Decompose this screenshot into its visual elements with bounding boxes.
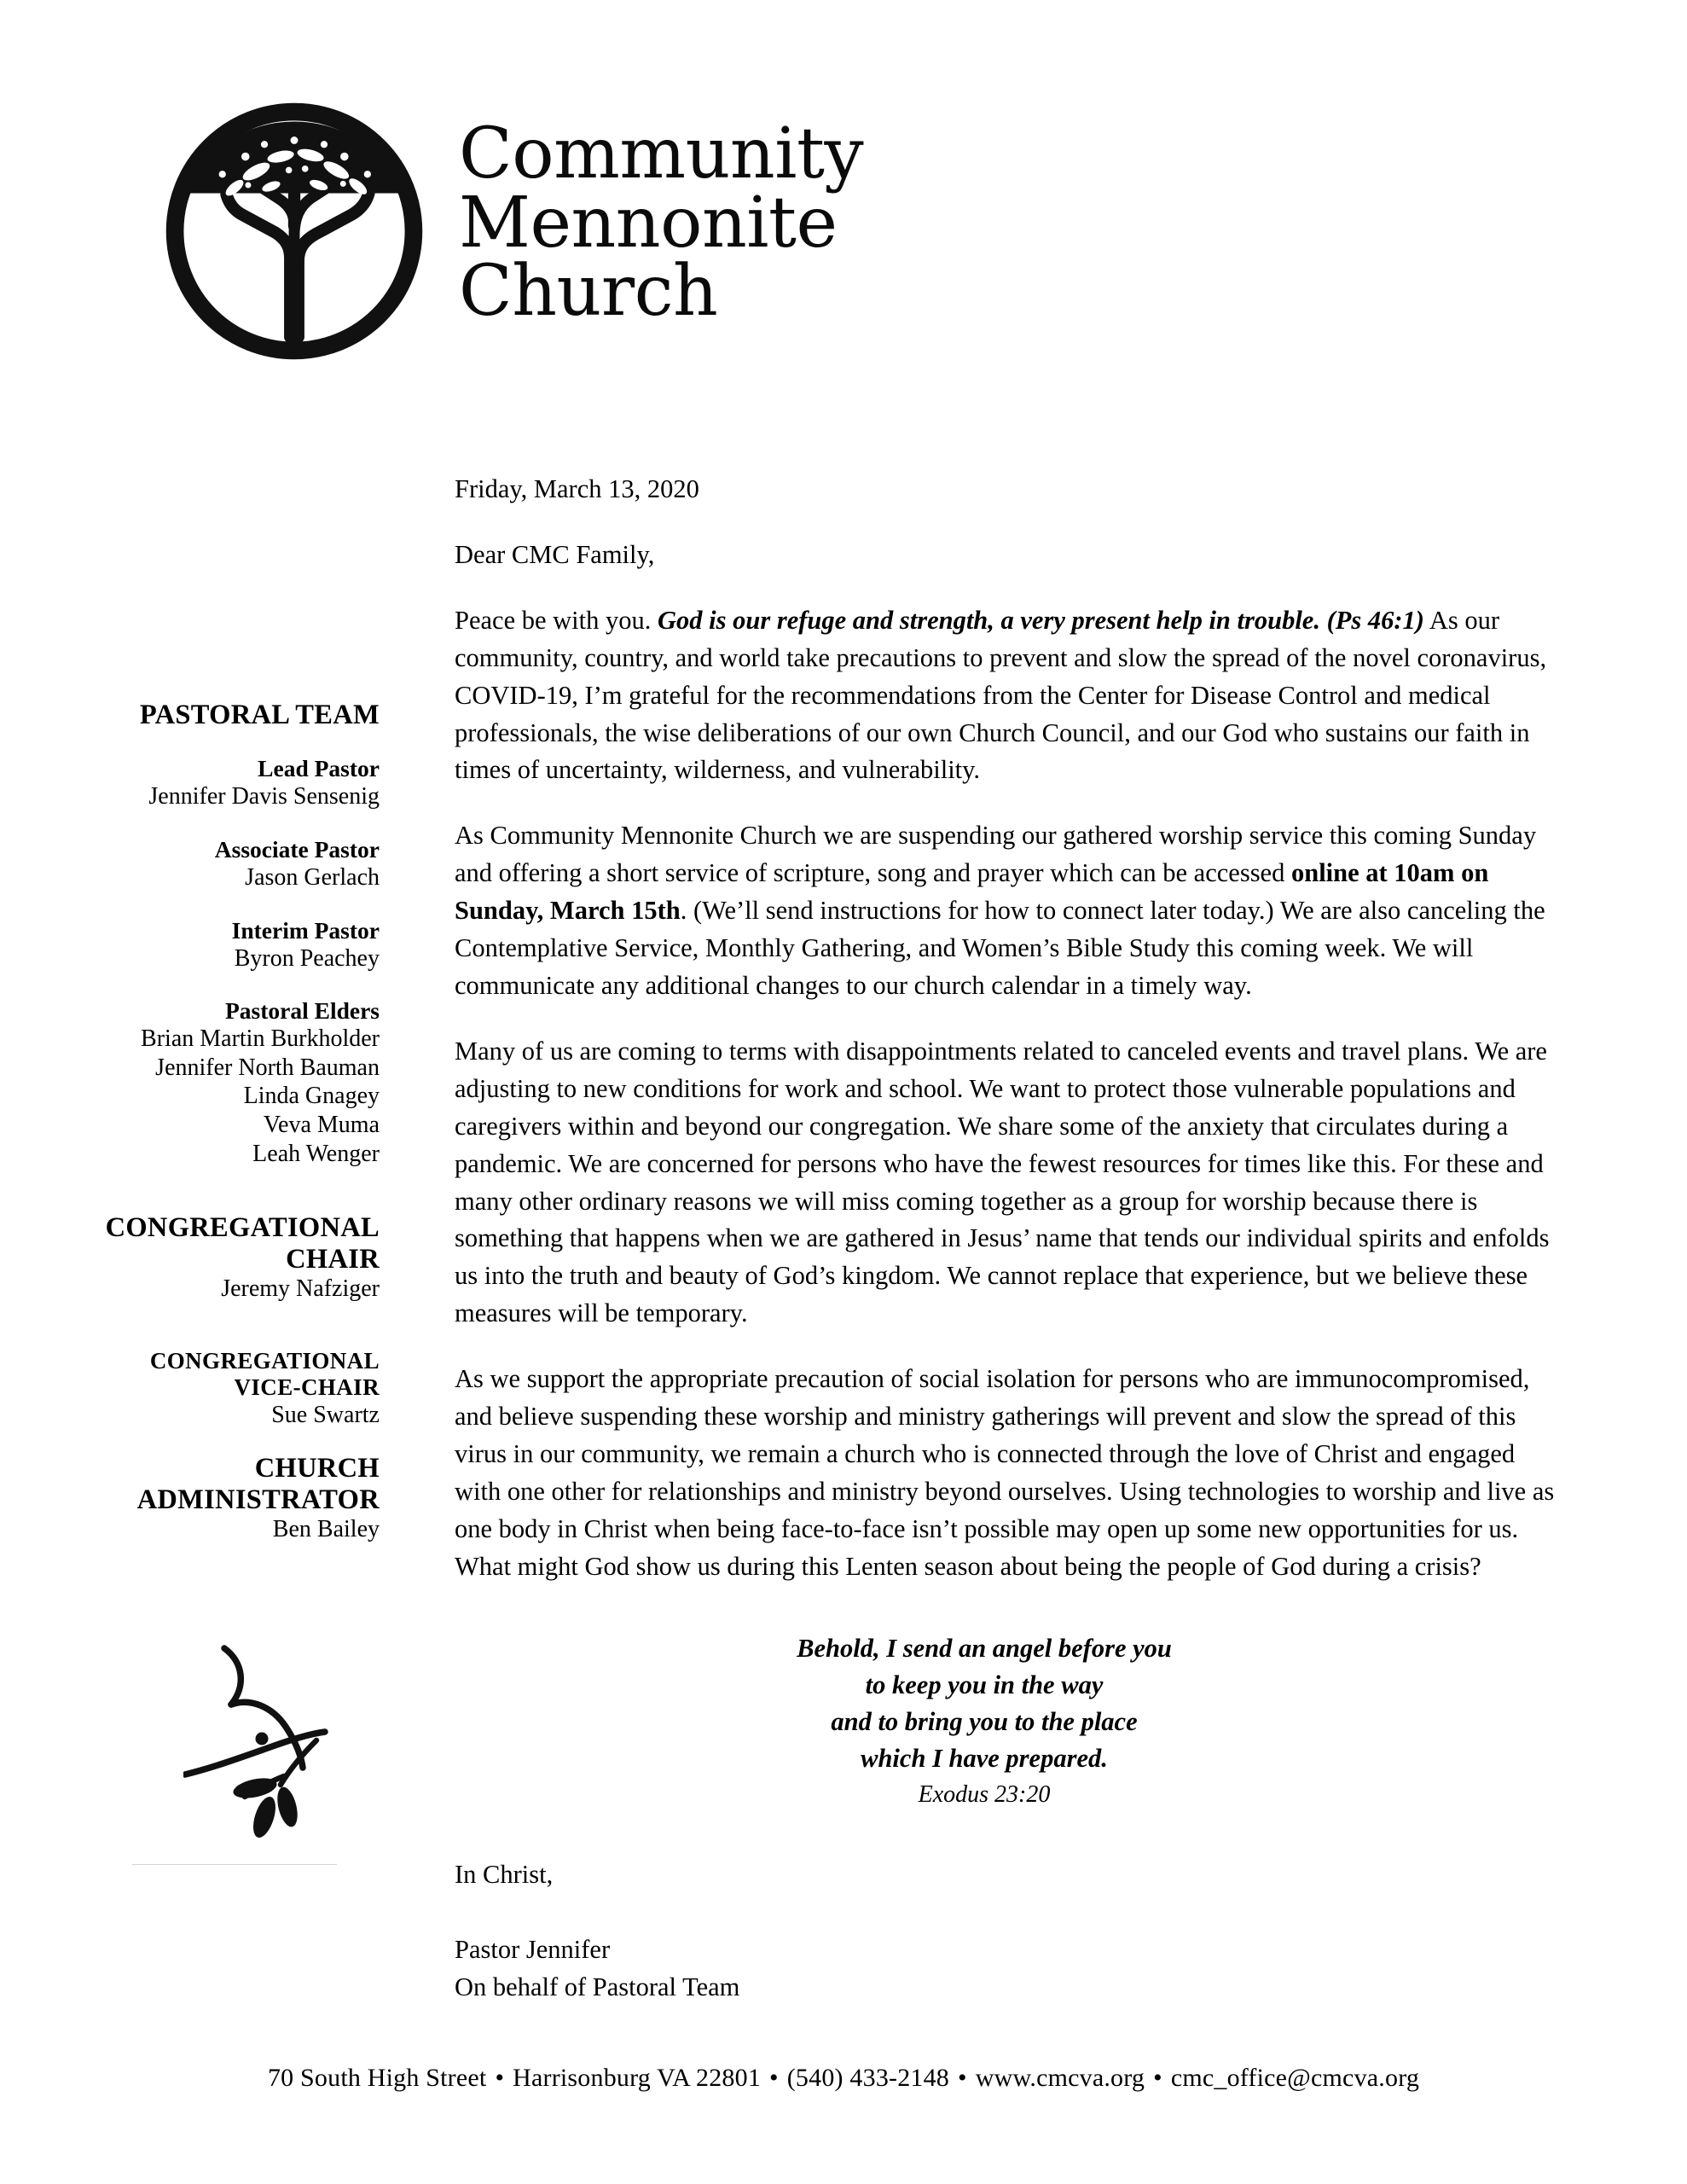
congregational-vice-chair-heading-line1: CONGREGATIONAL xyxy=(149,1347,380,1374)
role-person-name: Brian Martin Burkholder xyxy=(141,1025,380,1053)
letter-paragraph-3: Many of us are coming to terms with disappointments related to canceled events and travel plans. We are adjusting to new conditions for work and school. We want to protect those vulnerable populations and caregivers within and beyond our congregation. We share some of the anxiety that circulates during a pandemic. We are concerned for persons who have the fewest resources for times like this. For these and many other ordinary reasons we will miss coming together as a group for worship because there is something that happens when we are gathered in Jesus’ name that tends our individual spirits and enfolds us into the truth and beauty of God’s kingdom. We cannot replace that experience, but we believe these measures will be temporary. xyxy=(455,1036,1550,1328)
scripture-reference: Exodus 23:20 xyxy=(918,1780,1051,1808)
role-person-name: Jennifer Davis Sensenig xyxy=(148,783,380,810)
letter-paragraph-1 xyxy=(455,602,1565,790)
role-person-name: Jason Gerlach xyxy=(245,863,380,891)
role-person-name: Byron Peachey xyxy=(234,944,380,972)
psalm-quote: God is our refuge and strength, a very present help in trouble. (Ps 46:1) xyxy=(658,605,1424,635)
role-pastoral-elders xyxy=(81,996,380,1168)
letterhead xyxy=(159,96,863,367)
role-interim-pastor xyxy=(81,916,380,973)
dove-with-olive-branch-icon xyxy=(183,1612,388,1851)
church-administrator-section xyxy=(81,1453,380,1543)
letter-body xyxy=(455,471,1565,2007)
footer-contact-line xyxy=(0,2064,1687,2093)
paragraph-2-opening: As Community Mennonite Church we are suspending our gathered worship service this coming Sunday and offering a short service of scripture, song and prayer which can be accessed xyxy=(455,821,1537,888)
footer-separator-icon: • xyxy=(958,2064,967,2092)
letter-paragraph-4: As we support the appropriate precaution of social isolation for persons who are immunocompromised, and believe suspending these worship and ministry gatherings will prevent and slow the spread of this virus in our community, we remain a church who is connected through the love of Christ and engaged with one other for relationships and ministry beyond ourselves. Using technologies to worship and live as one body in Christ when being face-to-face isn’t possible may open up some new opportunities for us. What might God show us during this Lenten season about being the people of God during a crisis? xyxy=(455,1364,1555,1581)
footer-divider xyxy=(144,2044,1543,2045)
tree-in-circle-logo-icon xyxy=(159,96,430,367)
church-administrator-heading-line1: CHURCH xyxy=(254,1453,380,1484)
footer-separator-icon: • xyxy=(495,2064,505,2092)
footer-separator-icon: • xyxy=(1153,2064,1162,2092)
pastoral-team-section xyxy=(81,700,380,730)
wordmark-line-mennonite: Mennonite xyxy=(459,182,838,264)
closing-spacer xyxy=(455,1894,1565,1931)
paragraph-2-rest: . (We’ll send instructions for how to connect later today.) We are also canceling the Contemplative Service, Monthly Gathering, and Women’s Bible Study this coming week. We will communicate any additional changes to our church calendar in a timely way. xyxy=(455,896,1545,1000)
letter-salutation: Dear CMC Family, xyxy=(455,539,655,569)
scripture-quote-block xyxy=(455,1630,1565,1813)
scripture-line-1: Behold, I send an angel before you xyxy=(797,1633,1172,1663)
sidebar-divider xyxy=(132,1864,337,1865)
page-footer xyxy=(0,2044,1687,2093)
sidebar-spacer xyxy=(81,1327,380,1348)
paragraph-1-opening: Peace be with you. xyxy=(455,605,658,635)
congregational-vice-chair-section xyxy=(81,1348,380,1430)
letter-closing-block xyxy=(455,1856,1565,2007)
wordmark-line-community: Community xyxy=(459,113,864,195)
congregational-chair-section xyxy=(81,1212,380,1303)
scripture-line-4: which I have prepared. xyxy=(861,1744,1108,1774)
role-person-name: Veva Muma xyxy=(263,1111,380,1138)
letter-date: Friday, March 13, 2020 xyxy=(455,474,699,503)
footer-phone[interactable]: (540) 433-2148 xyxy=(786,2064,950,2092)
scripture-line-2: to keep you in the way xyxy=(865,1670,1104,1699)
closing-salutation: In Christ, xyxy=(455,1860,554,1890)
paragraph-1-rest: As our community, country, and world take precautions to prevent and slow the spread of the novel coronavirus, COVID-19, I’m grateful for the recommendations from the Center for Disease Control and medical professionals, the wise deliberations of our own Church Council, and our God who sustains our faith in times of uncertainty, wilderness, and vulnerability. xyxy=(455,605,1547,785)
scripture-line-3: and to bring you to the place xyxy=(831,1707,1138,1737)
footer-separator-icon: • xyxy=(769,2064,779,2092)
role-lead-pastor xyxy=(81,754,380,811)
role-title: Interim Pastor xyxy=(231,916,380,944)
congregational-chair-heading-line1: CONGREGATIONAL xyxy=(105,1212,380,1244)
footer-city-state-zip: Harrisonburg VA 22801 xyxy=(513,2064,762,2092)
footer-address: 70 South High Street xyxy=(267,2064,487,2092)
wordmark-line-church: Church xyxy=(459,251,718,333)
role-title: Associate Pastor xyxy=(214,835,380,863)
footer-website[interactable]: www.cmcva.org xyxy=(975,2064,1145,2092)
congregational-chair-heading-line2: CHAIR xyxy=(286,1243,380,1275)
sidebar-staff-listing xyxy=(81,700,380,1568)
footer-email[interactable]: cmc_office@cmcva.org xyxy=(1170,2064,1420,2092)
signer-name: Pastor Jennifer xyxy=(455,1935,611,1965)
church-administrator-name: Ben Bailey xyxy=(272,1515,380,1542)
role-title: Lead Pastor xyxy=(258,755,380,782)
role-person-name: Linda Gnagey xyxy=(243,1083,380,1110)
congregational-vice-chair-name: Sue Swartz xyxy=(271,1401,380,1428)
role-title: Pastoral Elders xyxy=(224,997,380,1025)
church-administrator-heading-line2: ADMINISTRATOR xyxy=(136,1484,380,1515)
pastoral-team-heading: PASTORAL TEAM xyxy=(139,700,380,730)
role-person-name: Leah Wenger xyxy=(252,1140,380,1167)
logo-wordmark xyxy=(459,113,864,341)
role-person-name: Jennifer North Bauman xyxy=(155,1054,380,1081)
sidebar-spacer xyxy=(81,1192,380,1212)
letter-paragraph-2 xyxy=(455,817,1565,1005)
congregational-chair-name: Jeremy Nafziger xyxy=(221,1275,380,1302)
role-associate-pastor xyxy=(81,835,380,892)
online-service-time: online at 10am on Sunday, March 15th xyxy=(455,858,1489,926)
signer-title: On behalf of Pastoral Team xyxy=(455,1972,740,2002)
congregational-vice-chair-heading-line2: VICE-CHAIR xyxy=(234,1374,380,1400)
